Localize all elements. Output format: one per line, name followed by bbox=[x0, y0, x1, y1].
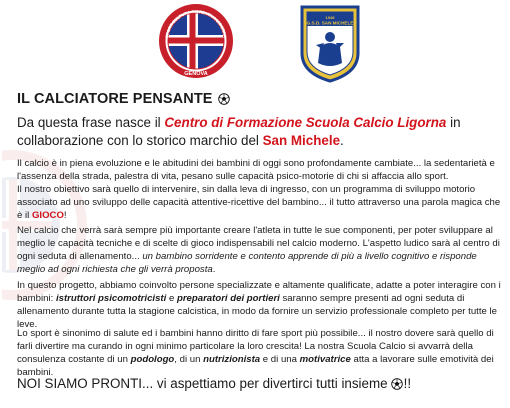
paragraph-athlete bbox=[17, 224, 503, 276]
closing-text-2: ... vi aspettiamo per divertirci tutti insieme bbox=[142, 376, 388, 391]
p4-text-1: Lo sport è sinonimo di salute ed i bambini hanno diritto di fare sport più possibile... il nostro dovere sarà quello di farli divertire ma curando in ogni minimo particolare la loro crescita! La nostra Scuola Calcio si avvarrà della consulenza costante di un bbox=[17, 328, 494, 365]
p4-podologo: podologo bbox=[130, 354, 175, 365]
p3-psicomotricisti: istruttori psicomotricisti bbox=[55, 293, 167, 304]
p2-text-1: Nel calcio che verrà sarà sempre più importante creare l'atleta in tutte le sue componenti, per poter sviluppare al meglio le capacità tecniche e di scelte di gioco indispensabili nel calcio moderno. L'aspetto ludico sarà al centro di ogni seduta di allenamento... bbox=[17, 225, 500, 262]
ligorna-logo-bottom-text: GENOVA bbox=[184, 71, 208, 77]
soccer-ball-icon bbox=[218, 93, 230, 105]
p3-preparatori: preparatori dei portieri bbox=[176, 293, 280, 304]
p4-text-2: , di un bbox=[174, 354, 204, 365]
p1-gioco: GIOCO bbox=[31, 210, 64, 221]
page-title bbox=[17, 91, 230, 107]
p4-text-4: atta a lavorare sulle emotività dei bambini. bbox=[17, 354, 494, 378]
p3-text-3: saranno sempre presenti ad ogni seduta di allenamento durante tutta la stagione calcistica, in modo da fornire un servizio professionale completo per tutte le leve. bbox=[17, 293, 497, 330]
ligorna-logo-ring-text: SPORT-CULTURA RICREATIVA LIGORNA bbox=[164, 8, 228, 39]
lead-paragraph bbox=[17, 114, 502, 150]
ligorna-logo bbox=[158, 3, 234, 79]
p3-text-2: e bbox=[166, 293, 177, 304]
san-michele-name: G.S.D. SAN MICHELE bbox=[306, 20, 354, 26]
closing-text-3: !! bbox=[403, 376, 412, 391]
san-michele-year: 1948 bbox=[325, 15, 335, 20]
p3-text-1: In questo progetto, abbiamo coinvolto persone specializzate e altamente qualificate, adatte a poter interagire con i bambini: bbox=[17, 280, 501, 304]
paragraph-health bbox=[17, 327, 503, 379]
logo-row bbox=[158, 3, 358, 83]
lead-text-1: Da questa frase nasce il bbox=[17, 115, 165, 130]
p4-motivatrice: motivatrice bbox=[299, 354, 351, 365]
closing-text-1: NOI SIAMO PRONTI bbox=[17, 376, 142, 391]
p2-italic: un bambino sorridente e contento apprende di più a livello cognitivo e risponde meglio ad ogni richiesta che gli verrà proposta bbox=[17, 251, 477, 275]
p1-text-3: ! bbox=[63, 210, 67, 221]
p4-text-3: e di una bbox=[260, 354, 300, 365]
p2-text-2: . bbox=[212, 264, 216, 275]
p4-nutrizionista: nutrizionista bbox=[203, 354, 261, 365]
closing-line bbox=[17, 376, 411, 391]
paragraph-intro bbox=[17, 157, 503, 222]
p1-text-1: Il calcio è in piena evoluzione e le abitudini dei bambini di oggi sono profondamente cambiate... la sedentarietà e l'assenza della strada, palestra di vita, pesano sulle capacità psico-motorie di chi si affaccia allo sport. bbox=[17, 158, 495, 182]
page-title-text: IL CALCIATORE PENSANTE bbox=[17, 91, 213, 107]
soccer-ball-icon bbox=[391, 378, 403, 390]
p1-text-2: Il nostro obiettivo sarà quello di intervenire, sin dalla leva di ingresso, con un programma di sviluppo motorio associato ad uno sviluppo delle capacità attentive-ricettive del bambino... il tutto attraverso una parola magica che è il bbox=[17, 184, 501, 221]
lead-text-2: in collaborazione con lo storico marchio del bbox=[17, 115, 461, 148]
san-michele-logo bbox=[298, 3, 362, 83]
paragraph-staff bbox=[17, 279, 503, 331]
lead-text-3: . bbox=[340, 133, 344, 148]
lead-san-michele: San Michele bbox=[262, 133, 341, 148]
lead-project-name: Centro di Formazione Scuola Calcio Ligorna bbox=[164, 115, 447, 130]
